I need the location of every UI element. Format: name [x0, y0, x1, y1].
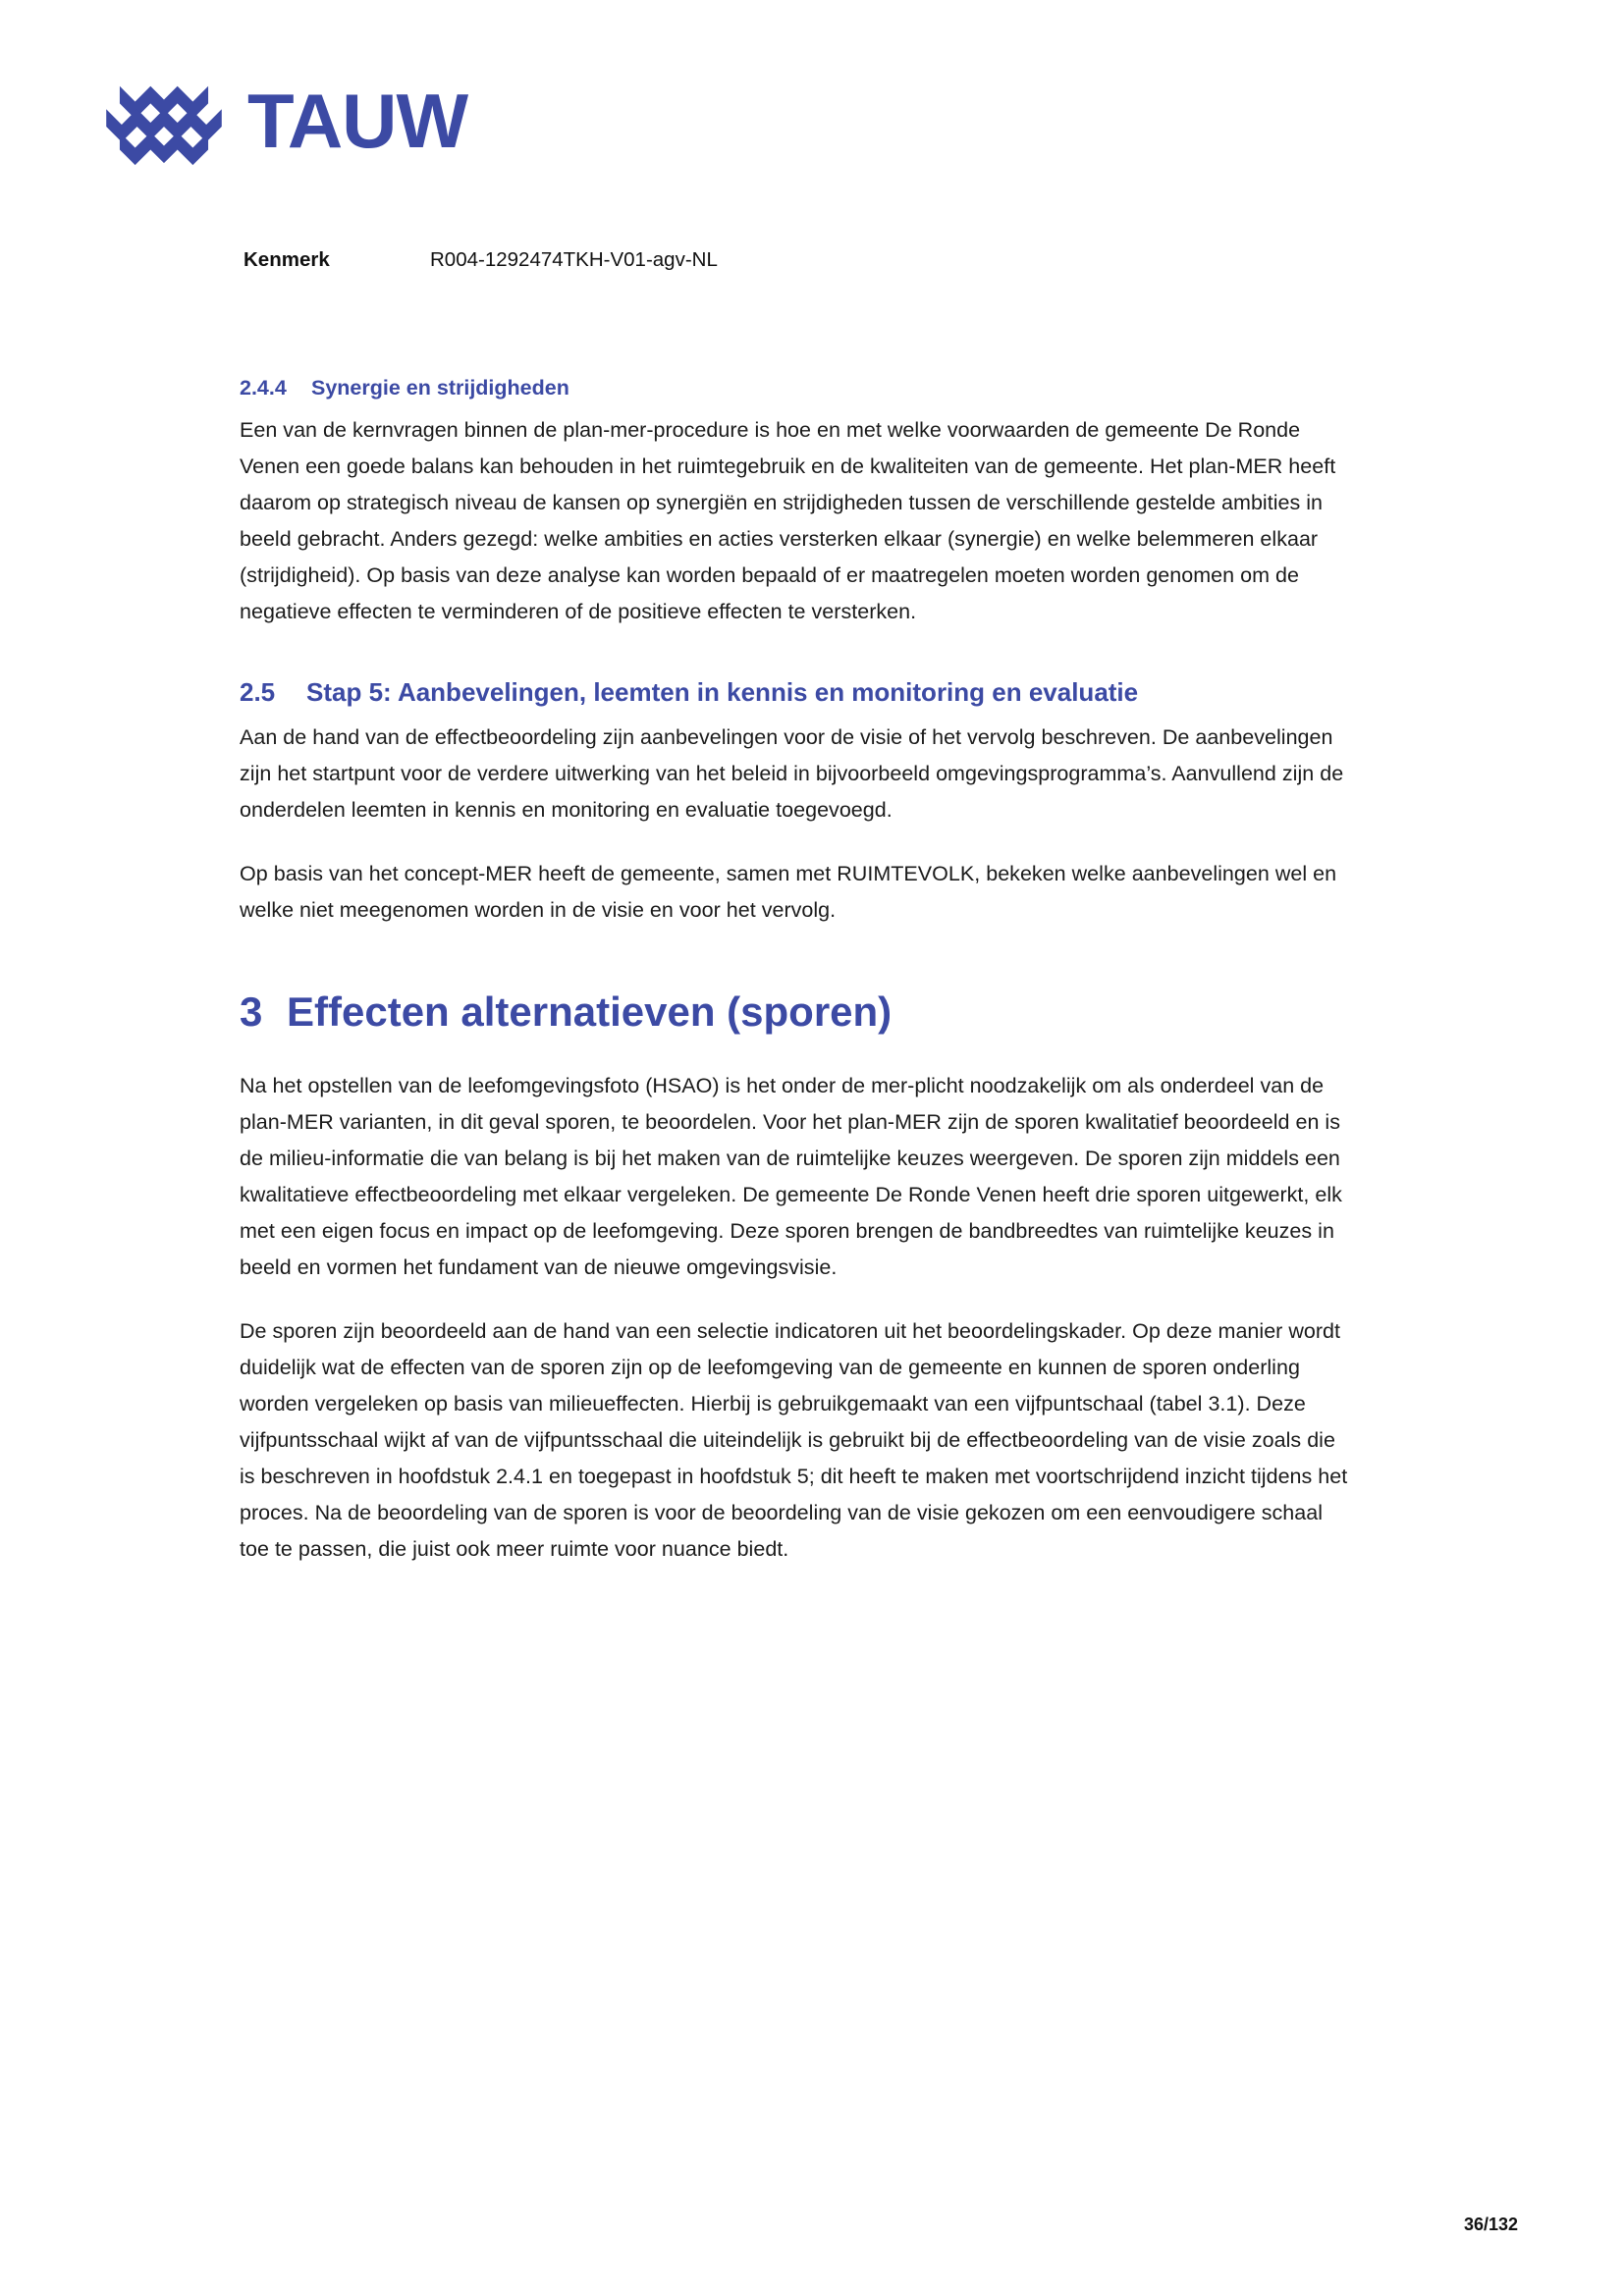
paragraph-2-5-1: Aan de hand van de effectbeoordeling zijn aanbevelingen voor de visie of het vervolg beschreven. De aanbevelingen zijn het startpunt voor de verdere uitwerking van het beleid in bijvoorbeeld omgevingsprogramma’s. Aanvullend zijn de onderdelen leemten in kennis en monitoring en evaluatie toegevoegd.: [240, 725, 1344, 822]
paragraph-2-4-4: Een van de kernvragen binnen de plan-mer-procedure is hoe en met welke voorwaarden de gemeente De Ronde Venen een goede balans kan behouden in het ruimtegebruik en de kwaliteiten van de gemeente. Het plan-MER heeft daarom op strategisch niveau de kansen op synergiën en strijdigheden tussen de verschillende gestelde ambities in beeld gebracht. Anders gezegd: welke ambities en acties versterken elkaar (synergie) en welke belemmeren elkaar (strijdigheid). Op basis van deze analyse kan worden bepaald of er maatregelen moeten worden genomen om de negatieve effecten te verminderen of de positieve effecten te versterken.: [240, 418, 1336, 623]
heading-chapter-3-number: 3: [240, 988, 263, 1035]
heading-chapter-3-title: Effecten alternatieven (sporen): [287, 988, 893, 1035]
document-content: [240, 373, 1349, 1595]
kenmerk-row: [244, 248, 718, 272]
paragraph-chapter-3-1: Na het opstellen van de leefomgevingsfoto (HSAO) is het onder de mer-plicht noodzakelijk om als onderdeel van de plan-MER varianten, in dit geval sporen, te beoordelen. Voor het plan-MER zijn de sporen kwalitatief beoordeeld en is de milieu-informatie die van belang is bij het maken van de ruimtelijke keuzes weergeven. De sporen zijn middels een kwalitatieve effectbeoordeling met elkaar vergeleken. De gemeente De Ronde Venen heeft drie sporen uitgewerkt, elk met een eigen focus en impact op de leefomgeving. Deze sporen brengen de bandbreedtes van ruimtelijke keuzes in beeld en vormen het fundament van de nieuwe omgevingsvisie.: [240, 1074, 1342, 1280]
heading-2-5: [240, 675, 1349, 710]
tauw-logo: [106, 77, 467, 171]
heading-2-4-4-title: Synergie en strijdigheden: [311, 376, 569, 400]
heading-chapter-3: [240, 986, 1349, 1040]
heading-2-4-4: [240, 373, 1349, 402]
kenmerk-value: R004-1292474TKH-V01-agv-NL: [430, 248, 718, 271]
heading-2-5-number: 2.5: [240, 676, 276, 707]
heading-2-4-4-number: 2.4.4: [240, 376, 287, 400]
kenmerk-label: Kenmerk: [244, 248, 330, 271]
paragraph-2-5-2: Op basis van het concept-MER heeft de gemeente, samen met RUIMTEVOLK, bekeken welke aanbevelingen wel en welke niet meegenomen worden in de visie en voor het vervolg.: [240, 861, 1337, 922]
paragraph-chapter-3-2: De sporen zijn beoordeeld aan de hand van een selectie indicatoren uit het beoordelingskader. Op deze manier wordt duidelijk wat de effecten van de sporen zijn op de leefomgeving van de gemeente en kunnen de sporen onderling worden vergeleken op basis van milieueffecten. Hierbij is gebruikgemaakt van een vijfpuntschaal (tabel 3.1). Deze vijfpuntsschaal wijkt af van de vijfpuntsschaal die uiteindelijk is gebruikt bij de effectbeoordeling van de visie zoals die is beschreven in hoofdstuk 2.4.1 en toegepast in hoofdstuk 5; dit heeft te maken met voortschrijdend inzicht tijdens het proces. Na de beoordeling van de sporen is voor de beoordeling van de visie gekozen om een eenvoudigere schaal toe te passen, die juist ook meer ruimte voor nuance biedt.: [240, 1319, 1348, 1562]
page-number: 36/132: [1463, 2215, 1518, 2234]
heading-2-5-title: Stap 5: Aanbevelingen, leemten in kennis en monitoring en evaluatie: [306, 676, 1139, 707]
tauw-wordmark: TAUW: [247, 78, 468, 164]
tauw-chevron-mark-icon: [106, 77, 222, 171]
